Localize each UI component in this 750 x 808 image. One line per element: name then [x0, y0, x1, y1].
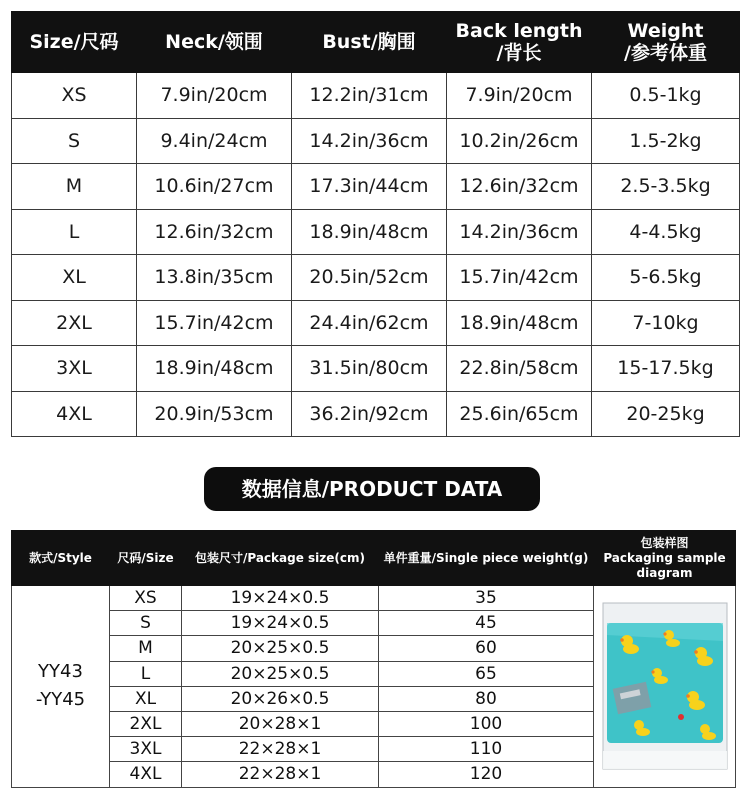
cell-bust: 36.2in/92cm — [292, 391, 447, 437]
cell-bust: 31.5in/80cm — [292, 346, 447, 392]
cell-size: XL — [12, 255, 137, 301]
cell-neck: 13.8in/35cm — [137, 255, 292, 301]
cell-single-weight: 65 — [379, 661, 594, 686]
cell-size: XL — [110, 686, 182, 711]
cell-single-weight: 110 — [379, 737, 594, 762]
cell-bust: 18.9in/48cm — [292, 209, 447, 255]
cell-single-weight: 35 — [379, 586, 594, 611]
cell-size: 4XL — [110, 762, 182, 787]
cell-size: 3XL — [12, 346, 137, 392]
cell-weight: 20-25kg — [592, 391, 740, 437]
cell-weight: 15-17.5kg — [592, 346, 740, 392]
size-row — [12, 73, 740, 119]
cell-size: 2XL — [110, 711, 182, 736]
cell-weight: 2.5-3.5kg — [592, 164, 740, 210]
cell-bust: 24.4in/62cm — [292, 300, 447, 346]
cell-bust: 20.5in/52cm — [292, 255, 447, 301]
header-style: 款式/Style — [12, 531, 110, 586]
cell-single-weight: 80 — [379, 686, 594, 711]
cell-single-weight: 100 — [379, 711, 594, 736]
cell-bust: 17.3in/44cm — [292, 164, 447, 210]
cell-package-size: 19×24×0.5 — [182, 611, 379, 636]
cell-back-length: 15.7in/42cm — [447, 255, 592, 301]
cell-weight: 7-10kg — [592, 300, 740, 346]
size-table — [11, 11, 740, 437]
size-row — [12, 255, 740, 301]
cell-single-weight: 45 — [379, 611, 594, 636]
cell-size: L — [12, 209, 137, 255]
size-row — [12, 346, 740, 392]
cell-neck: 9.4in/24cm — [137, 118, 292, 164]
size-row — [12, 164, 740, 210]
cell-package-size: 20×26×0.5 — [182, 686, 379, 711]
cell-size: XS — [110, 586, 182, 611]
size-table-header — [12, 12, 740, 73]
cell-size: 2XL — [12, 300, 137, 346]
header-single-weight: 单件重量/Single piece weight(g) — [379, 531, 594, 586]
cell-sample-diagram — [594, 586, 736, 788]
size-table-body — [12, 73, 740, 437]
cell-neck: 15.7in/42cm — [137, 300, 292, 346]
cell-back-length: 10.2in/26cm — [447, 118, 592, 164]
cell-size: M — [110, 636, 182, 661]
header-bust: Bust/胸围 — [292, 12, 447, 73]
cell-bust: 14.2in/36cm — [292, 118, 447, 164]
cell-package-size: 20×28×1 — [182, 711, 379, 736]
cell-weight: 5-6.5kg — [592, 255, 740, 301]
cell-package-size: 20×25×0.5 — [182, 661, 379, 686]
package-sample-image — [601, 601, 729, 771]
cell-style: YY43 -YY45 — [12, 586, 110, 788]
header-weight: Weight /参考体重 — [592, 12, 740, 73]
cell-weight: 1.5-2kg — [592, 118, 740, 164]
cell-back-length: 22.8in/58cm — [447, 346, 592, 392]
cell-size: M — [12, 164, 137, 210]
cell-neck: 18.9in/48cm — [137, 346, 292, 392]
cell-neck: 10.6in/27cm — [137, 164, 292, 210]
cell-size: S — [110, 611, 182, 636]
header-pkg-size: 尺码/Size — [110, 531, 182, 586]
size-row — [12, 300, 740, 346]
package-table-body — [12, 586, 736, 788]
header-package-size: 包装尺寸/Package size(cm) — [182, 531, 379, 586]
cell-size: S — [12, 118, 137, 164]
header-size: Size/尺码 — [12, 12, 137, 73]
header-sample-diagram: 包装样图 Packaging sample diagram — [594, 531, 736, 586]
cell-back-length: 7.9in/20cm — [447, 73, 592, 119]
cell-package-size: 22×28×1 — [182, 762, 379, 787]
cell-neck: 12.6in/32cm — [137, 209, 292, 255]
size-row — [12, 118, 740, 164]
cell-package-size: 22×28×1 — [182, 737, 379, 762]
cell-size: 4XL — [12, 391, 137, 437]
cell-single-weight: 120 — [379, 762, 594, 787]
cell-neck: 20.9in/53cm — [137, 391, 292, 437]
size-row — [12, 391, 740, 437]
package-table — [11, 530, 736, 788]
package-table-header — [12, 531, 736, 586]
cell-neck: 7.9in/20cm — [137, 73, 292, 119]
size-row — [12, 209, 740, 255]
cell-back-length: 25.6in/65cm — [447, 391, 592, 437]
cell-back-length: 12.6in/32cm — [447, 164, 592, 210]
cell-size: XS — [12, 73, 137, 119]
cell-bust: 12.2in/31cm — [292, 73, 447, 119]
cell-back-length: 14.2in/36cm — [447, 209, 592, 255]
cell-weight: 0.5-1kg — [592, 73, 740, 119]
cell-package-size: 19×24×0.5 — [182, 586, 379, 611]
cell-package-size: 20×25×0.5 — [182, 636, 379, 661]
cell-back-length: 18.9in/48cm — [447, 300, 592, 346]
header-neck: Neck/领围 — [137, 12, 292, 73]
header-back-length: Back length /背长 — [447, 12, 592, 73]
cell-weight: 4-4.5kg — [592, 209, 740, 255]
product-data-banner: 数据信息/PRODUCT DATA — [204, 467, 540, 511]
package-row — [12, 586, 736, 611]
cell-size: 3XL — [110, 737, 182, 762]
cell-size: L — [110, 661, 182, 686]
cell-single-weight: 60 — [379, 636, 594, 661]
